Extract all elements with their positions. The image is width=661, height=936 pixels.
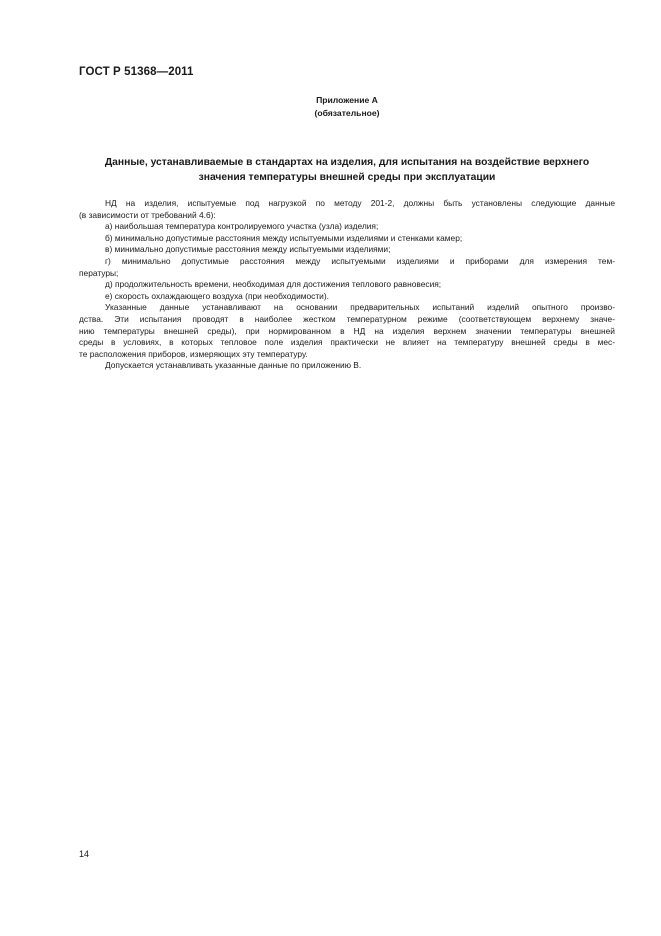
annex-title: Приложение А (316, 95, 378, 105)
list-item: в) минимально допустимые расстояния между испытуемыми изделиями; (105, 244, 391, 255)
paragraph-line: Указанные данные устанавливают на основании предварительных испытаний изделий опытного произво- (105, 302, 615, 313)
list-item: е) скорость охлаждающего воздуха (при необходимости). (105, 290, 329, 301)
document-code: ГОСТ Р 51368—2011 (79, 66, 194, 78)
section-title-line: Данные, устанавливаемые в стандартах на изделия, для испытания на воздействие верхнего (104, 157, 590, 168)
body-text (79, 198, 615, 372)
paragraph-line: (в зависимости от требований 4.6): (79, 209, 216, 220)
list-item: д) продолжительность времени, необходимая для достижения теплового равновесия; (105, 279, 442, 290)
paragraph-line: дства. Эти испытания проводят в наиболее жестком температурном режиме (соответствующем верхнему значе- (79, 313, 615, 324)
section-title (79, 155, 615, 185)
list-item: б) минимально допустимые расстояния между испытуемыми изделиями и стенками камер; (105, 232, 463, 243)
paragraph-line: Допускается устанавливать указанные данные по приложению В. (105, 360, 362, 371)
paragraph-line: НД на изделия, испытуемые под нагрузкой по методу 201-2, должны быть установлены следующие данные (105, 198, 615, 208)
section-title-line: значения температуры внешней среды при эксплуатации (198, 172, 496, 183)
paragraph-line: нию температуры внешней среды), при нормированном в НД на изделия верхнем значении температуры внешней (79, 325, 615, 336)
annex-status: (обязательное) (314, 108, 380, 118)
list-item: а) наибольшая температура контролируемого участка (узла) изделия; (105, 221, 379, 232)
paragraph-line: среды в условиях, в которых тепловое поле изделия практически не влияет на температуру внешней среды в мес- (79, 337, 615, 348)
list-item: г) минимально допустимые расстояния между испытуемыми изделиями и приборами для измерения тем- (105, 255, 615, 266)
page-number: 14 (79, 849, 90, 859)
paragraph-line: те расположения приборов, измеряющих эту температуру. (79, 348, 308, 359)
list-item-continuation: пературы; (79, 267, 119, 278)
